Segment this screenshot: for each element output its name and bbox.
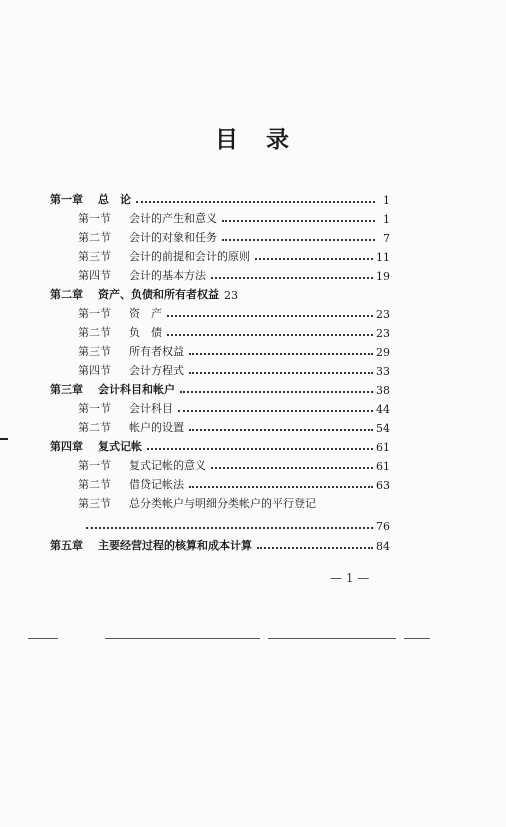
toc-leader-dots [189,353,373,355]
toc-entry-label: 会计的对象和任务 [129,231,217,244]
toc-leader-dots [167,334,373,336]
toc-entry-number: 第一章 [50,193,83,206]
toc-section-row [78,476,390,492]
toc-chapter-row [50,438,390,454]
margin-mark [0,438,8,440]
toc-entry-label: 借贷记帐法 [129,478,184,491]
toc-entry-label: 会计科目 [129,402,173,415]
toc-leader-dots [211,467,373,469]
toc-section-row [78,324,390,340]
toc-page-number: 54 [376,422,390,435]
toc-entry-number: 第三节 [78,250,111,263]
toc-entry-label: 会计方程式 [129,364,184,377]
bottom-rule-segment [28,638,58,639]
toc-leader-dots [189,429,373,431]
toc-page-number: 61 [376,441,390,454]
toc-chapter-row [50,537,390,553]
toc-entry-label: 资 产 [129,307,162,320]
toc-entry-label: 资产、负债和所有者权益 [98,288,219,301]
toc-entry-number: 第二节 [78,326,111,339]
toc-entry-number: 第一节 [78,212,111,225]
toc-chapter-row [50,381,390,397]
toc-entry-number: 第三节 [78,497,111,510]
toc-page-number: 76 [376,520,390,533]
bottom-rule-segment [404,638,430,639]
toc-section-row [78,457,390,473]
toc-entry-label: 会计的产生和意义 [129,212,217,225]
toc-page-number: 29 [376,346,390,359]
toc-leader-dots [189,372,373,374]
toc-leader-dots [257,547,373,549]
bottom-rule-segment [105,638,260,639]
toc-entry-label: 复式记帐 [98,440,142,453]
toc-page-number: 44 [376,403,390,416]
toc-entry-number: 第四节 [78,364,111,377]
toc-entry-number: 第二节 [78,421,111,434]
toc-leader-dots [147,448,373,450]
toc-page-number: 19 [376,270,390,283]
toc-entry-number: 第三章 [50,383,83,396]
toc-leader-dots [136,201,375,203]
toc-section-row [78,229,390,245]
toc-page-number: 23 [376,327,390,340]
toc-entry-number: 第五章 [50,539,83,552]
toc-page-number: 33 [376,365,390,378]
toc-page-number: 63 [376,479,390,492]
toc-leader-dots [222,220,375,222]
toc-section-row [78,419,390,435]
toc-entry-number: 第二章 [50,288,83,301]
toc-entry-label: 所有者权益 [129,345,184,358]
toc-section-row [78,248,390,264]
toc-leader-dots [189,486,373,488]
toc-page-number: 23 [376,308,390,321]
toc-page-number: 38 [376,384,390,397]
toc-leader-dots [255,258,373,260]
toc-page-number: 84 [376,540,390,553]
toc-entry-number: 第四节 [78,269,111,282]
toc-entry-label: 负 债 [129,326,162,339]
toc-leader-dots [167,315,373,317]
toc-section-row [78,362,390,378]
toc-entry-number: 第一节 [78,459,111,472]
toc-entry-number: 第二节 [78,231,111,244]
toc-entry-label: 会计科目和帐户 [98,383,175,396]
toc-page-number: 61 [376,460,390,473]
toc-leader-dots [180,391,373,393]
toc-chapter-row [50,286,238,302]
toc-page-number: 1 [383,194,390,207]
toc-leader-dots [86,527,373,529]
bottom-rule-segment [268,638,396,639]
toc-title-char-1: 目 [215,127,240,153]
page-number: — 1 — [330,571,370,585]
toc-entry-label: 总 论 [98,193,131,206]
toc-leader-dots [178,410,373,412]
toc-entry-label: 会计的基本方法 [129,269,206,282]
toc-entry-number: 第二节 [78,478,111,491]
toc-entry-label: 会计的前提和会计的原则 [129,250,250,263]
toc-chapter-row [50,191,390,207]
toc-entry-number: 第四章 [50,440,83,453]
toc-entry-label: 总分类帐户与明细分类帐户的平行登记 [129,497,316,510]
toc-section-row [78,495,319,511]
toc-page-number: 23 [224,289,238,302]
toc-page-number: 11 [376,251,390,264]
toc-section-row [78,343,390,359]
toc-section-row [78,267,390,283]
toc-entry-number: 第一节 [78,402,111,415]
toc-leader-dots [211,277,373,279]
toc-title-char-2: 录 [266,127,291,153]
toc-entry-label: 复式记帐的意义 [129,459,206,472]
toc-entry-label: 主要经营过程的核算和成本计算 [98,539,252,552]
toc-leader-dots [222,239,375,241]
toc-entry-label: 帐户的设置 [129,421,184,434]
toc-entry-number: 第三节 [78,345,111,358]
toc-entry-number: 第一节 [78,307,111,320]
toc-page-number: 1 [383,213,390,226]
toc-section-row [78,210,390,226]
toc-section-row [84,517,390,533]
toc-section-row [78,305,390,321]
toc-section-row [78,400,390,416]
toc-page-number: 7 [383,232,390,245]
